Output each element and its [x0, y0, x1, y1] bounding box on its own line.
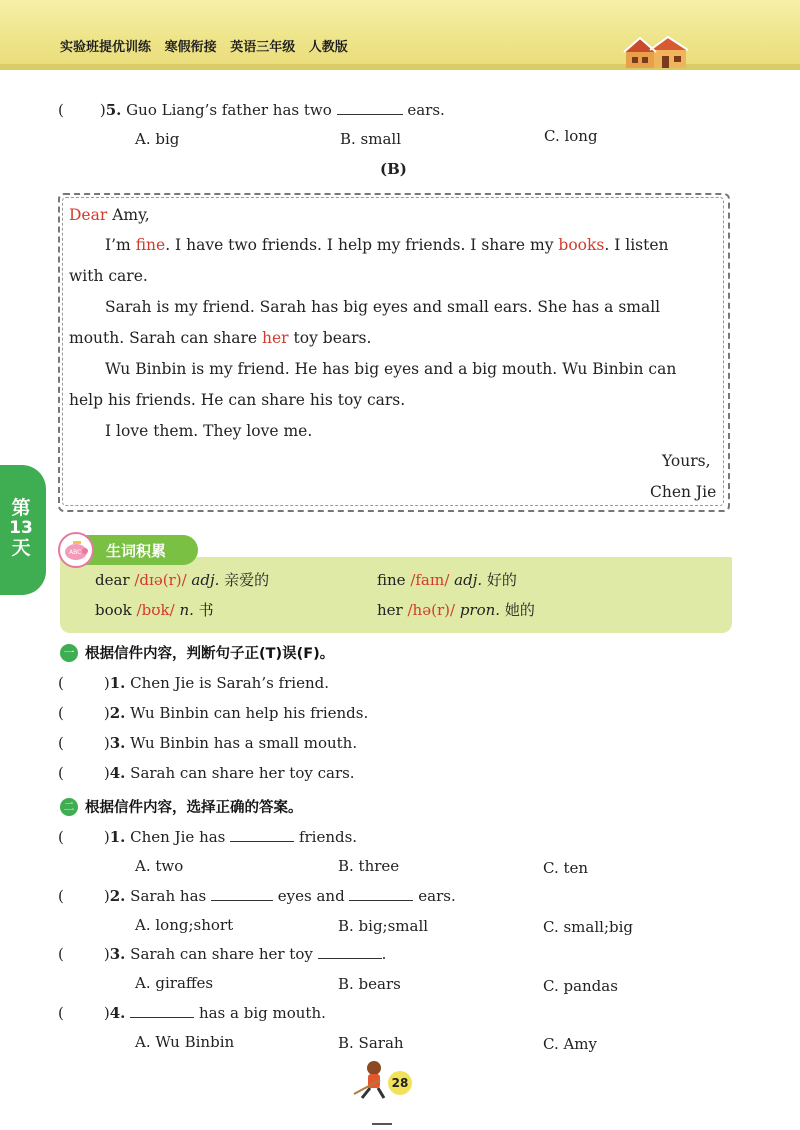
option[interactable]: A. giraffes — [135, 974, 214, 992]
house-icon — [620, 34, 692, 70]
option[interactable]: B. small — [340, 130, 402, 148]
vocab-entry: her /hə(r)/ pron. 她的 — [377, 601, 535, 619]
letter-signature: Chen Jie — [650, 483, 717, 501]
choice-question: ( )3. Sarah can share her toy . — [58, 945, 387, 963]
option[interactable]: B. Sarah — [338, 1034, 404, 1052]
letter-paragraph: I’m fine. I have two friends. I help my friends. I share my books. I listen — [105, 236, 669, 254]
page-number: 28 — [388, 1071, 412, 1095]
vocab-entry: fine /faɪn/ adj. 好的 — [377, 571, 517, 589]
option[interactable]: B. big;small — [338, 917, 429, 935]
option[interactable]: C. pandas — [543, 977, 618, 995]
letter-paragraph: Sarah is my friend. Sarah has big eyes and small ears. She has a small — [105, 298, 661, 316]
vocab-entry: dear /dɪə(r)/ adj. 亲爱的 — [95, 571, 270, 589]
letter-greeting: Dear Amy, — [69, 206, 150, 224]
header-title-part: 人教版 — [308, 40, 348, 55]
header-title — [60, 36, 348, 55]
section-badge: 二 — [60, 798, 78, 816]
option[interactable]: A. two — [135, 857, 184, 875]
vocab-title: 生词积累 — [106, 542, 167, 560]
letter-paragraph: help his friends. He can share his toy cars. — [69, 391, 406, 409]
letter-paragraph: mouth. Sarah can share her toy bears. — [69, 329, 372, 347]
letter-paragraph: I love them. They love me. — [105, 422, 313, 440]
section-badge: 一 — [60, 644, 78, 662]
mascot-icon — [350, 1058, 392, 1102]
letter-paragraph: Wu Binbin is my friend. He has big eyes and a big mouth. Wu Binbin can — [105, 360, 677, 378]
choice-question: ( )2. Sarah has eyes and ears. — [58, 887, 456, 905]
letter-paragraph: with care. — [69, 267, 148, 285]
option[interactable]: C. long — [544, 127, 598, 145]
judge-question: ( )1. Chen Jie is Sarah’s friend. — [58, 674, 329, 692]
section-title: 根据信件内容，选择正确的答案。 — [85, 800, 303, 816]
letter-closing: Yours, — [662, 452, 711, 470]
option[interactable]: A. long;short — [135, 916, 234, 934]
choice-question: ( )4. has a big mouth. — [58, 1004, 326, 1022]
answer-blank[interactable] — [349, 886, 413, 901]
option[interactable]: A. Wu Binbin — [135, 1033, 235, 1051]
header-title-part: 实验班提优训练 — [60, 40, 152, 55]
option[interactable]: B. bears — [338, 975, 401, 993]
answer-blank[interactable] — [211, 886, 273, 901]
vocab-entry: book /bʊk/ n. 书 — [95, 601, 214, 619]
judge-question: ( )3. Wu Binbin has a small mouth. — [58, 734, 358, 752]
judge-question: ( )4. Sarah can share her toy cars. — [58, 764, 355, 782]
choice-question: ( )1. Chen Jie has friends. — [58, 828, 358, 846]
answer-blank[interactable] — [318, 944, 382, 959]
judge-question: ( )2. Wu Binbin can help his friends. — [58, 704, 369, 722]
section-title: 根据信件内容，判断句子正(T)误(F)。 — [85, 646, 335, 662]
section-b-label: (B) — [380, 160, 407, 178]
option[interactable]: C. ten — [543, 859, 589, 877]
piggy-bank-icon — [58, 532, 94, 568]
option[interactable]: B. three — [338, 857, 400, 875]
day-tab-label: 第 13 天 — [9, 497, 33, 559]
header-title-part: 英语三年级 — [230, 40, 296, 55]
header-title-part: 寒假衔接 — [164, 40, 217, 55]
option[interactable]: C. small;big — [543, 918, 633, 936]
answer-blank[interactable] — [337, 100, 403, 115]
answer-blank[interactable] — [230, 827, 294, 842]
question-line: ( )5. Guo Liang’s father has two ears. — [58, 101, 445, 119]
svg-text:ABC: ABC — [69, 549, 82, 556]
option[interactable]: C. Amy — [543, 1035, 598, 1053]
bottom-mark — [372, 1123, 392, 1125]
answer-blank[interactable] — [130, 1003, 194, 1018]
option[interactable]: A. big — [135, 130, 180, 148]
